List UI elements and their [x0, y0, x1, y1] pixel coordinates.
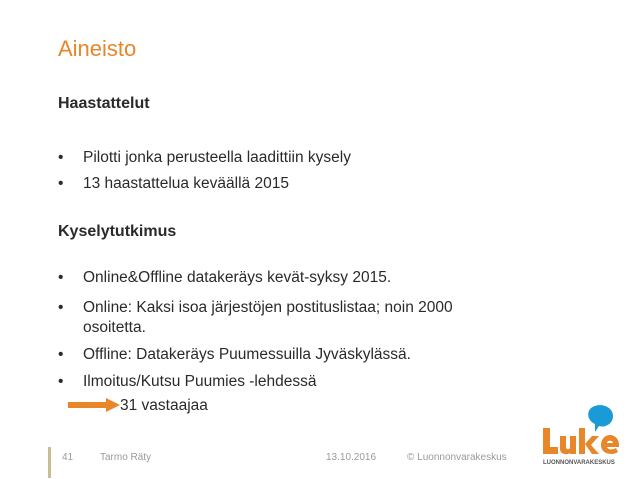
slide-title: Aineisto	[58, 36, 137, 61]
section-heading-survey: Kyselytutkimus	[58, 223, 177, 240]
section-heading-interviews: Haastattelut	[58, 95, 150, 112]
svg-text:LUONNONVARAKESKUS: LUONNONVARAKESKUS	[543, 460, 615, 466]
bullet-icon: •	[58, 373, 64, 390]
arrow-right-icon	[68, 398, 120, 412]
luke-logo	[541, 404, 621, 468]
bullet-icon: •	[58, 175, 64, 192]
page-number: 41	[62, 452, 74, 463]
footer-date: 13.10.2016	[326, 452, 377, 463]
bullet-icon: •	[58, 299, 64, 316]
footer-divider	[48, 447, 51, 478]
bullet-icon: •	[58, 149, 64, 166]
result-text: 31 vastaajaa	[120, 397, 208, 414]
bullet-icon: •	[58, 346, 64, 363]
footer-copyright: © Luonnonvarakeskus	[407, 452, 507, 463]
footer-author: Tarmo Räty	[100, 452, 152, 463]
bullet-icon: •	[58, 269, 64, 286]
